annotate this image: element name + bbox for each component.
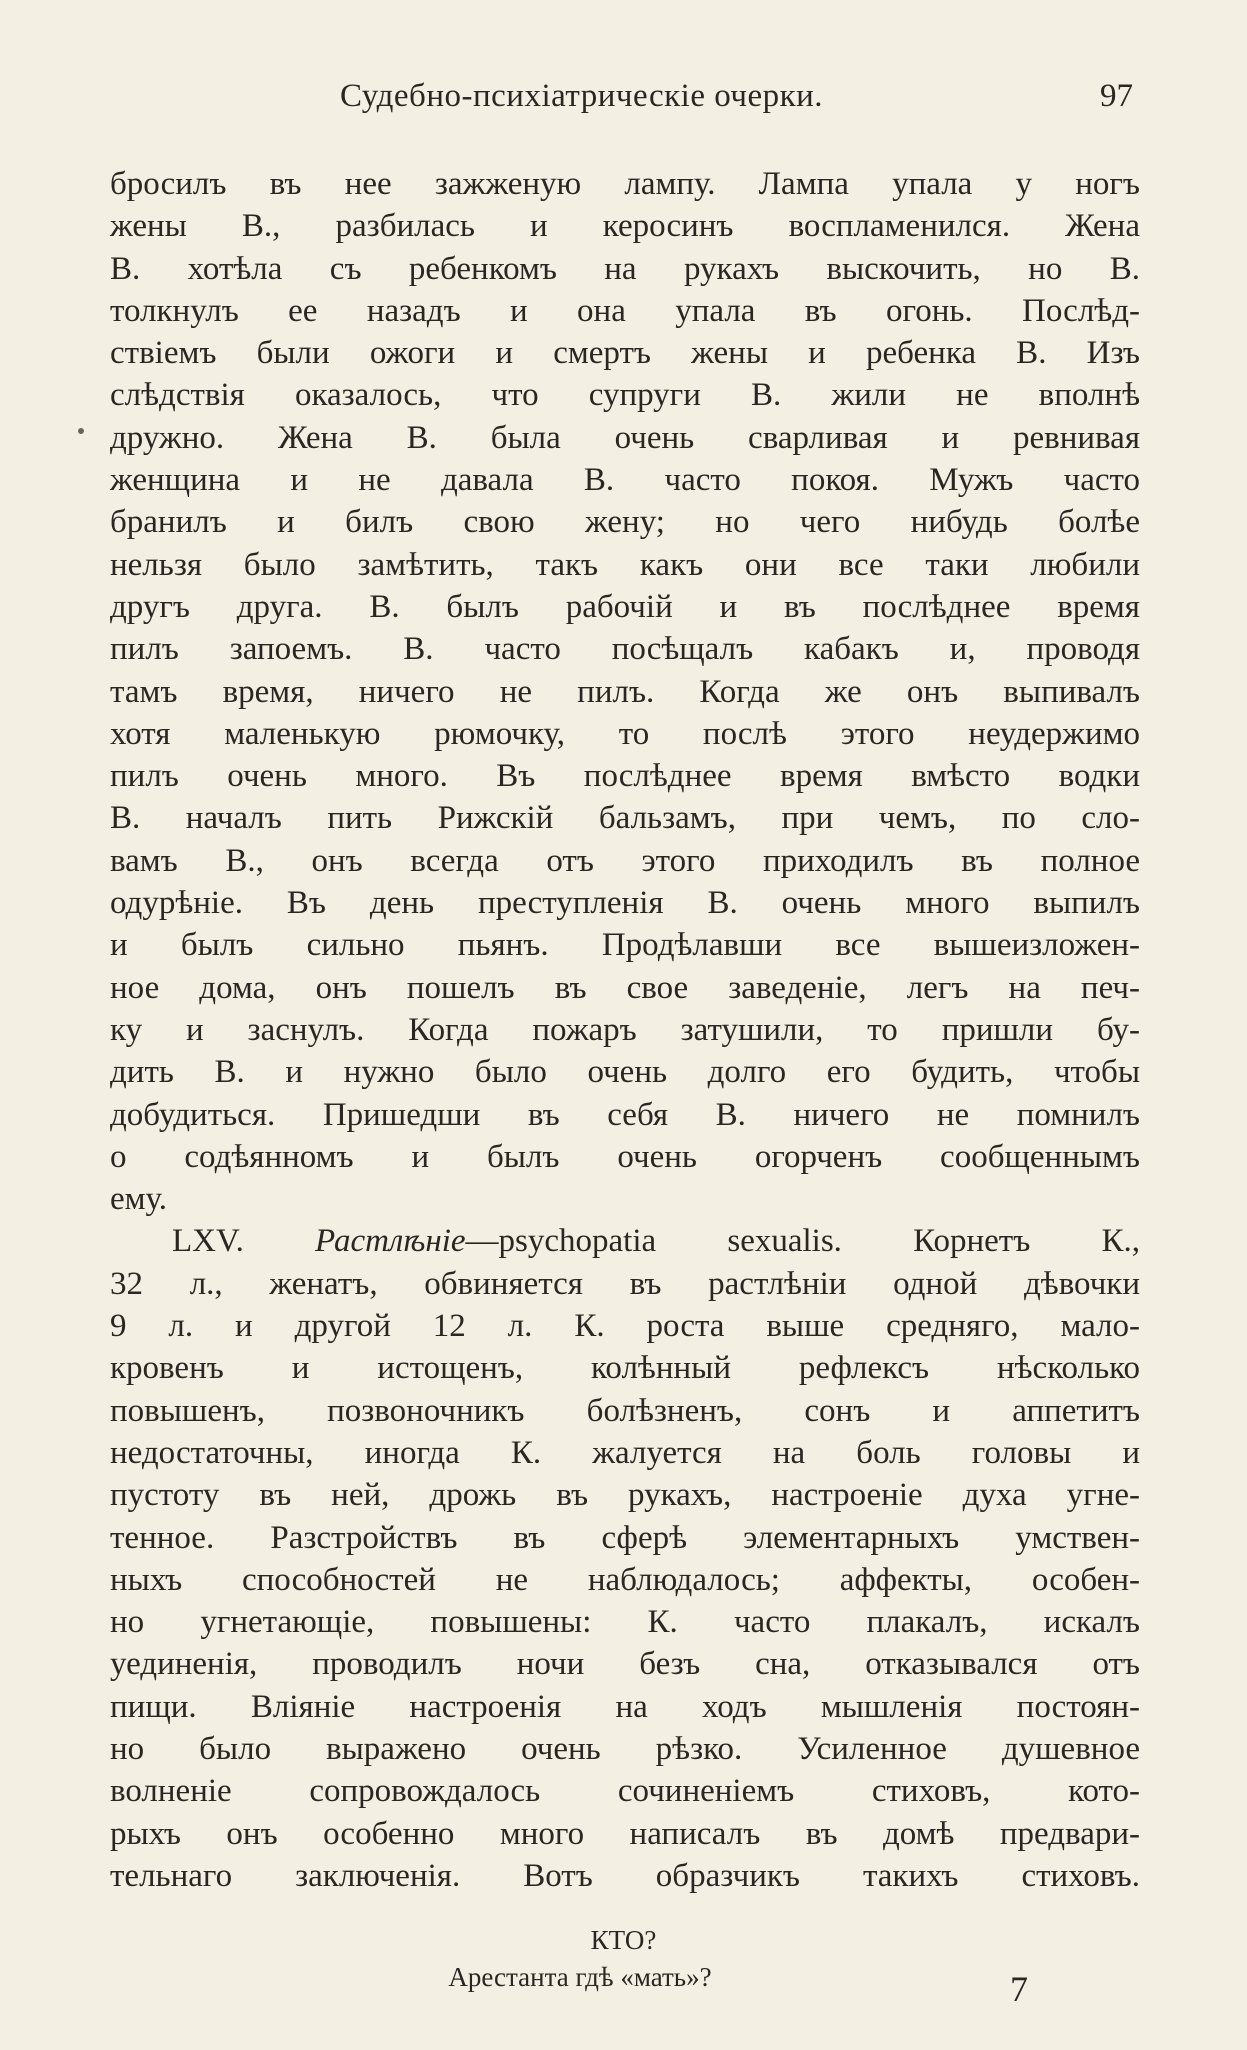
- text-line: и былъ сильно пьянъ. Продѣлавши все вышеизложен-: [110, 927, 1140, 964]
- poem-title: КТО?: [590, 1925, 657, 1955]
- text-line: В. началъ пить Рижскій бальзамъ, при чемъ, по сло-: [110, 800, 1140, 837]
- page-number: 97: [1100, 78, 1133, 114]
- text-line: слѣдствія оказалось, что супруги В. жили не вполнѣ: [110, 377, 1140, 414]
- text-line: толкнулъ ее назадъ и она упала въ огонь. Послѣд-: [110, 292, 1140, 329]
- text-line: тенное. Разстройствъ въ сферѣ элементарныхъ умствен-: [110, 1519, 1140, 1556]
- body-text: [110, 163, 1140, 1897]
- text-line: тамъ время, ничего не пилъ. Когда же онъ выпивалъ: [110, 673, 1140, 710]
- text-line: волненіе сопровождалось сочиненіемъ стиховъ, кото-: [110, 1773, 1140, 1810]
- text-line: нельзя было замѣтить, такъ какъ они все таки любили: [110, 546, 1140, 583]
- text-line: но было выражено очень рѣзко. Усиленное душевное: [110, 1730, 1140, 1767]
- text-line: дить В. и нужно было очень долго его будить, чтобы: [110, 1054, 1140, 1091]
- running-head: Судебно-психіатрическіе очерки.: [340, 78, 824, 114]
- text-line: ныхъ способностей не наблюдалось; аффекты, особен-: [110, 1561, 1140, 1598]
- text-line: кровенъ и истощенъ, колѣнный рефлексъ нѣсколько: [110, 1350, 1140, 1387]
- text-line: В. хотѣла съ ребенкомъ на рукахъ выскочить, но В.: [110, 250, 1140, 287]
- case-title: Растлѣніе: [315, 1223, 466, 1260]
- text-line: женщина и не давала В. часто покоя. Мужъ часто: [110, 462, 1140, 499]
- case-number: LXV.: [172, 1223, 244, 1260]
- text-line: тельнаго заключенія. Вотъ образчикъ такихъ стиховъ.: [110, 1857, 1140, 1894]
- poem-line: Арестанта гдѣ «мать»?: [448, 1962, 712, 1992]
- text-line: хотя маленькую рюмочку, то послѣ этого неудержимо: [110, 715, 1140, 752]
- text-line: но угнетающіе, повышены: К. часто плакалъ, искалъ: [110, 1604, 1140, 1641]
- text-line: пустоту въ ней, дрожь въ рукахъ, настроеніе духа угне-: [110, 1477, 1140, 1514]
- text-line: ное дома, онъ пошелъ въ свое заведеніе, легъ на печ-: [110, 969, 1140, 1006]
- text-line: пилъ запоемъ. В. часто посѣщалъ кабакъ и, проводя: [110, 631, 1140, 668]
- case-heading-rest: —psychopatia sexualis. Корнетъ К.,: [465, 1223, 1141, 1260]
- text-line: пищи. Вліяніе настроенія на ходъ мышленія постоян-: [110, 1688, 1140, 1725]
- margin-mark: [78, 428, 84, 434]
- text-line: уединенія, проводилъ ночи безъ сна, отказывался отъ: [110, 1646, 1140, 1683]
- text-line: бранилъ и билъ свою жену; но чего нибудь болѣе: [110, 504, 1140, 541]
- text-line: ему.: [110, 1181, 167, 1218]
- text-line: о содѣянномъ и былъ очень огорченъ сообщеннымъ: [110, 1138, 1140, 1175]
- text-line: недостаточны, иногда К. жалуется на боль головы и: [110, 1434, 1140, 1471]
- text-line: ку и заснулъ. Когда пожаръ затушили, то пришли бу-: [110, 1011, 1140, 1048]
- signature-mark: 7: [1010, 1969, 1028, 2009]
- text-line: добудиться. Пришедши въ себя В. ничего не помнилъ: [110, 1096, 1140, 1133]
- text-line: одурѣніе. Въ день преступленія В. очень много выпилъ: [110, 885, 1140, 922]
- text-line: другъ друга. В. былъ рабочій и въ послѣднее время: [110, 588, 1140, 625]
- text-line: ствіемъ были ожоги и смертъ жены и ребенка В. Изъ: [110, 335, 1140, 372]
- text-line: рыхъ онъ особенно много написалъ въ домѣ предвари-: [110, 1815, 1140, 1852]
- text-line: повышенъ, позвоночникъ болѣзненъ, сонъ и аппетитъ: [110, 1392, 1140, 1429]
- text-line: пилъ очень много. Въ послѣднее время вмѣсто водки: [110, 758, 1140, 795]
- text-line: дружно. Жена В. была очень сварливая и ревнивая: [110, 419, 1140, 456]
- case-heading-line: [110, 1220, 1140, 1262]
- text-line: 9 л. и другой 12 л. К. роста выше средняго, мало-: [110, 1308, 1140, 1345]
- text-line: жены В., разбилась и керосинъ воспламенился. Жена: [110, 208, 1140, 245]
- text-line: вамъ В., онъ всегда отъ этого приходилъ въ полное: [110, 842, 1140, 879]
- text-line: бросилъ въ нее зажженую лампу. Лампа упала у ногъ: [110, 166, 1140, 202]
- text-line: 32 л., женатъ, обвиняется въ растлѣніи одной дѣвочки: [110, 1265, 1140, 1302]
